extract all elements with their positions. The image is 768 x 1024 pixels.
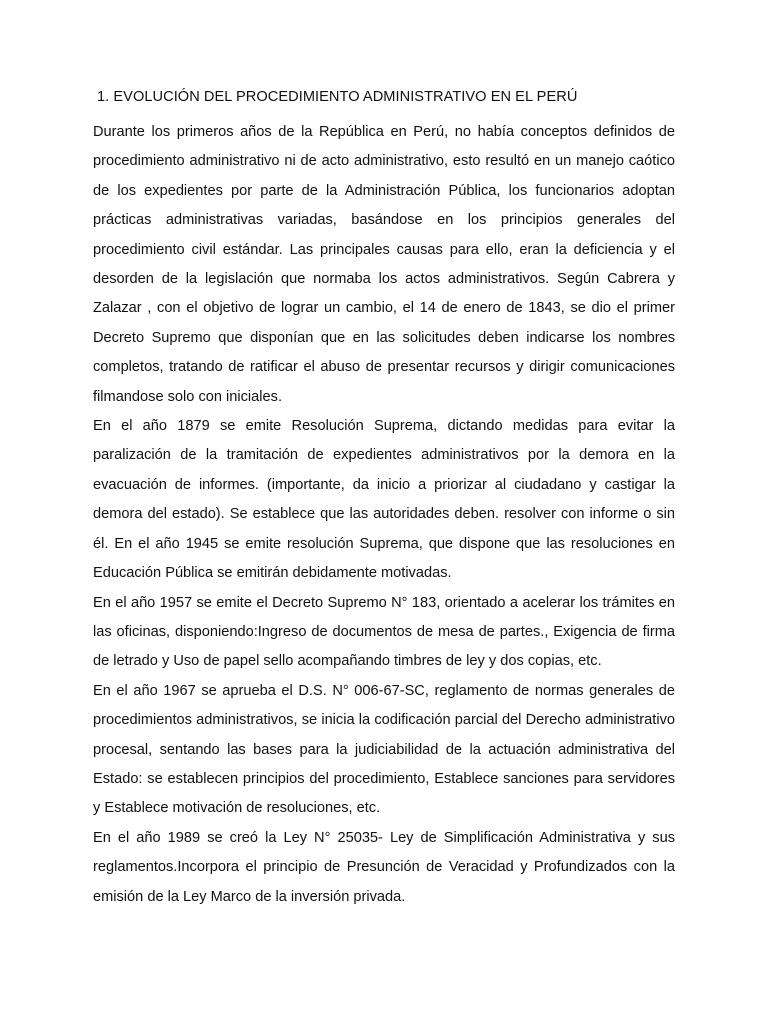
paragraph-early-republic: Durante los primeros años de la República en Perú, no había conceptos definidos de procedimiento administrativo ni de acto administrativo, esto resultó en un manejo caótico de los expedientes por parte de la Administración Pública, los funcionarios adoptan prácticas administrativas variadas, basándose en los principios generales del procedimiento civil estándar. Las principales causas para ello, eran la deficiencia y el desorden de la legislación que normaba los actos administrativos. Según Cabrera y Zalazar , con el objetivo de lograr un cambio, el 14 de enero de 1843, se dio el primer Decreto Supremo que disponían que en las solicitudes deben indicarse los nombres completos, tratando de ratificar el abuso de presentar recursos y dirigir comunicaciones filmandose solo con iniciales. <box>93 124 675 405</box>
paragraph-1989: En el año 1989 se creó la Ley N° 25035- Ley de Simplificación Administrativa y sus reglamentos.Incorpora el principio de Presunción de Veracidad y Profundizados con la emisión de la Ley Marco de la inversión privada. <box>93 829 675 905</box>
paragraph-1879-1945: En el año 1879 se emite Resolución Suprema, dictando medidas para evitar la paralización de la tramitación de expedientes administrativos por la demora en la evacuación de informes. (importante, da inicio a priorizar al ciudadano y castigar la demora del estado). Se establece que las autoridades deben. resolver con informe o sin él. En el año 1945 se emite resolución Suprema, que dispone que las resoluciones en Educación Pública se emitirán debidamente motivadas. <box>93 418 675 582</box>
section-heading: 1. EVOLUCIÓN DEL PROCEDIMIENTO ADMINISTRATIVO EN EL PERÚ <box>97 89 578 105</box>
paragraph-1957: En el año 1957 se emite el Decreto Supremo N° 183, orientado a acelerar los trámites en las oficinas, disponiendo:Ingreso de documentos de mesa de partes., Exigencia de firma de letrado y Uso de papel sello acompañando timbres de ley y dos copias, etc. <box>93 594 675 670</box>
paragraph-1967: En el año 1967 se aprueba el D.S. N° 006-67-SC, reglamento de normas generales de procedimientos administrativos, se inicia la codificación parcial del Derecho administrativo procesal, sentando las bases para la judiciabilidad de la actuación administrativa del Estado: se establecen principios del procedimiento, Establece sanciones para servidores y Establece motivación de resoluciones, etc. <box>93 682 675 817</box>
